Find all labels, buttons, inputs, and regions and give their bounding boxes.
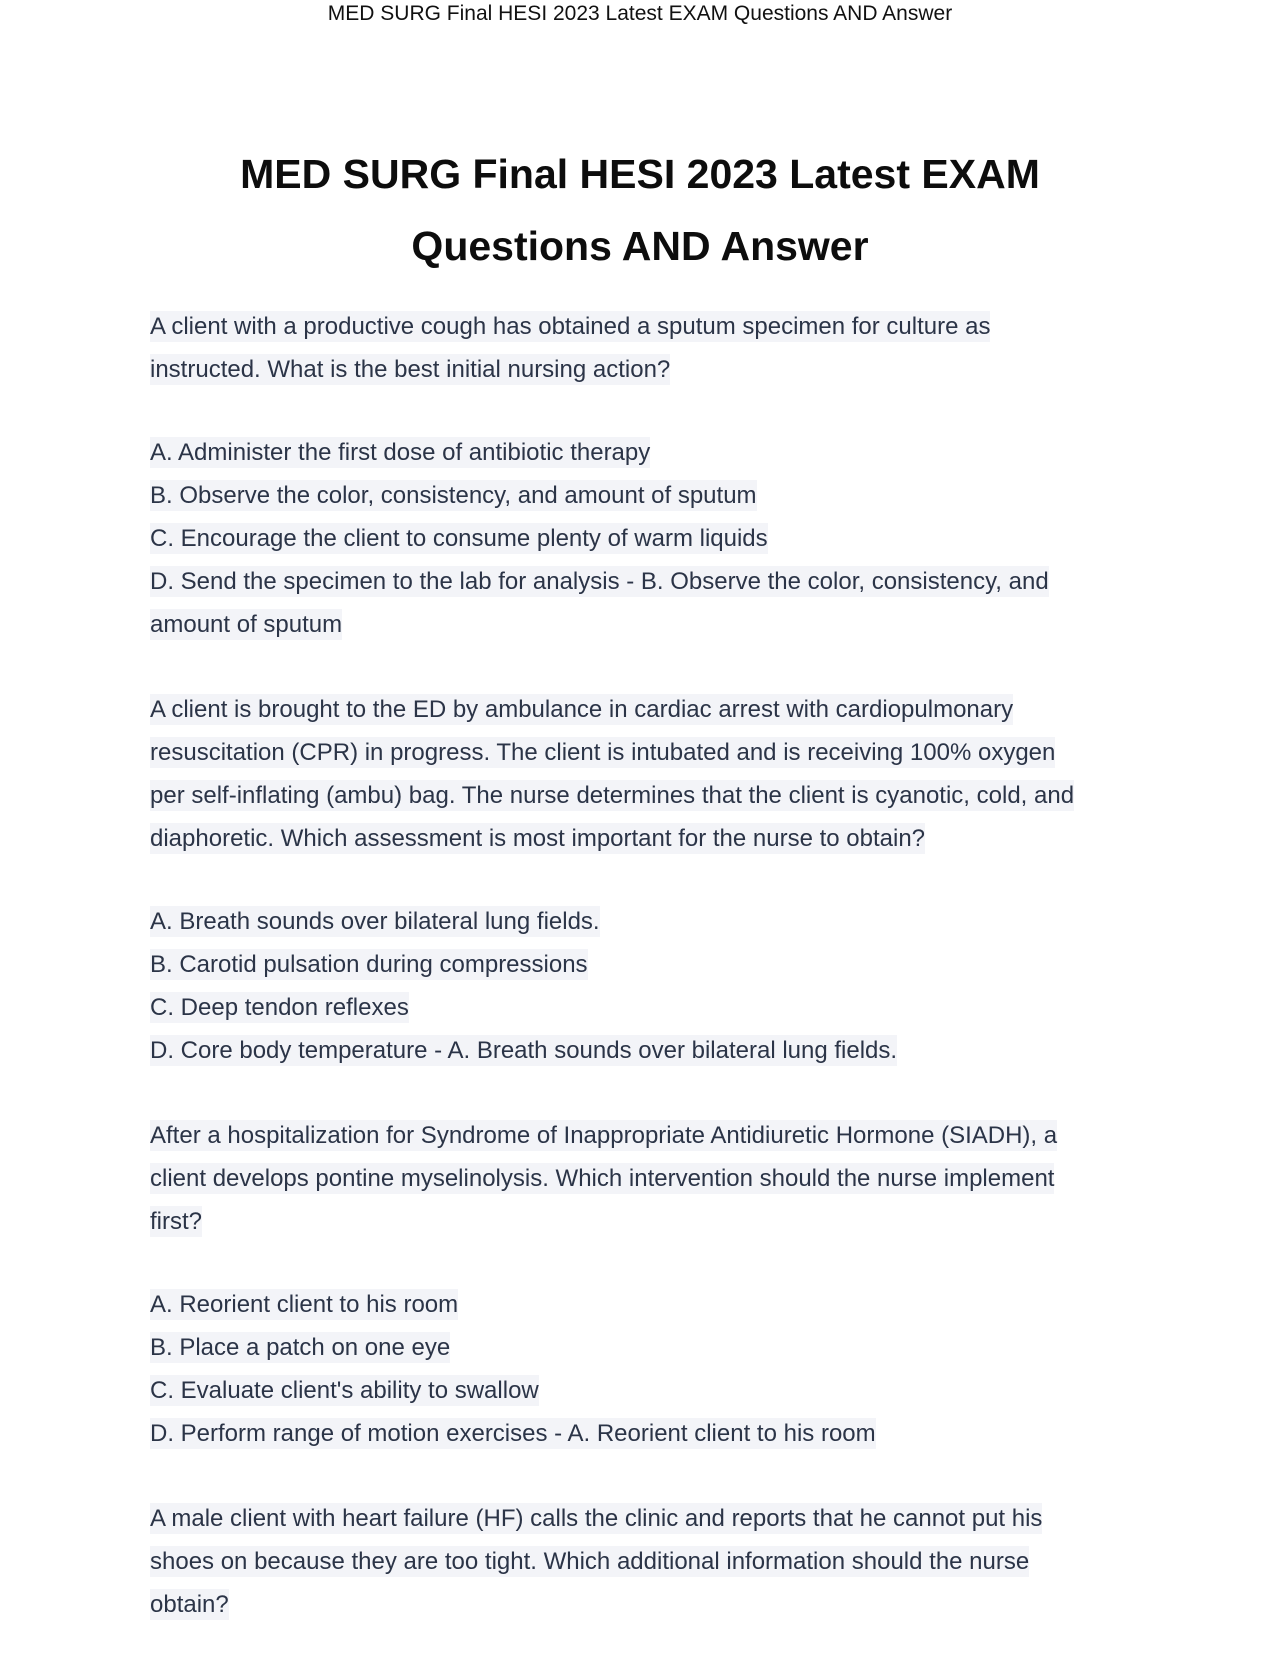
option-line: D. Send the specimen to the lab for analysis - B. Observe the color, consistency, and bbox=[150, 568, 1049, 595]
stem-line: shoes on because they are too tight. Which additional information should the nurse bbox=[150, 1548, 1030, 1575]
stem-line: A male client with heart failure (HF) calls the clinic and reports that he cannot put his bbox=[150, 1505, 1043, 1532]
option-line: C. Evaluate client's ability to swallow bbox=[150, 1377, 539, 1404]
stem-line: A client with a productive cough has obtained a sputum specimen for culture as bbox=[150, 313, 991, 340]
title-line-2: Questions AND Answer bbox=[411, 223, 869, 269]
stem-line: After a hospitalization for Syndrome of Inappropriate Antidiuretic Hormone (SIADH), a bbox=[150, 1122, 1058, 1149]
question-stem bbox=[150, 1497, 1130, 1626]
option-line: D. Core body temperature - A. Breath sounds over bilateral lung fields. bbox=[150, 1037, 898, 1064]
option-line: A. Reorient client to his room bbox=[150, 1291, 459, 1318]
option-line: C. Encourage the client to consume plenty of warm liquids bbox=[150, 525, 768, 552]
stem-line: A client is brought to the ED by ambulance in cardiac arrest with cardiopulmonary bbox=[150, 696, 1014, 723]
title-line-1: MED SURG Final HESI 2023 Latest EXAM bbox=[240, 151, 1040, 197]
option-line: B. Place a patch on one eye bbox=[150, 1334, 451, 1361]
document-title bbox=[150, 138, 1130, 282]
option-line: C. Deep tendon reflexes bbox=[150, 994, 409, 1021]
answer-options bbox=[150, 900, 1130, 1072]
option-line: amount of sputum bbox=[150, 611, 343, 638]
option-line: A. Breath sounds over bilateral lung fields. bbox=[150, 908, 600, 935]
stem-line: diaphoretic. Which assessment is most important for the nurse to obtain? bbox=[150, 825, 926, 852]
question-stem bbox=[150, 305, 1130, 391]
stem-line: client develops pontine myselinolysis. Which intervention should the nurse implement bbox=[150, 1165, 1055, 1192]
option-line: B. Carotid pulsation during compressions bbox=[150, 951, 588, 978]
stem-line: first? bbox=[150, 1208, 203, 1235]
answer-options bbox=[150, 431, 1130, 646]
question-stem bbox=[150, 1114, 1130, 1243]
stem-line: resuscitation (CPR) in progress. The client is intubated and is receiving 100% oxygen bbox=[150, 739, 1056, 766]
answer-options bbox=[150, 1283, 1130, 1455]
option-line: D. Perform range of motion exercises - A. Reorient client to his room bbox=[150, 1420, 876, 1447]
stem-line: per self-inflating (ambu) bag. The nurse determines that the client is cyanotic, cold, and bbox=[150, 782, 1075, 809]
stem-line: obtain? bbox=[150, 1591, 229, 1618]
running-header: MED SURG Final HESI 2023 Latest EXAM Questions AND Answer bbox=[327, 2, 953, 25]
stem-line: instructed. What is the best initial nursing action? bbox=[150, 356, 671, 383]
option-line: A. Administer the first dose of antibiotic therapy bbox=[150, 439, 651, 466]
option-line: B. Observe the color, consistency, and amount of sputum bbox=[150, 482, 757, 509]
document-body bbox=[150, 305, 1130, 1666]
question-stem bbox=[150, 688, 1130, 860]
